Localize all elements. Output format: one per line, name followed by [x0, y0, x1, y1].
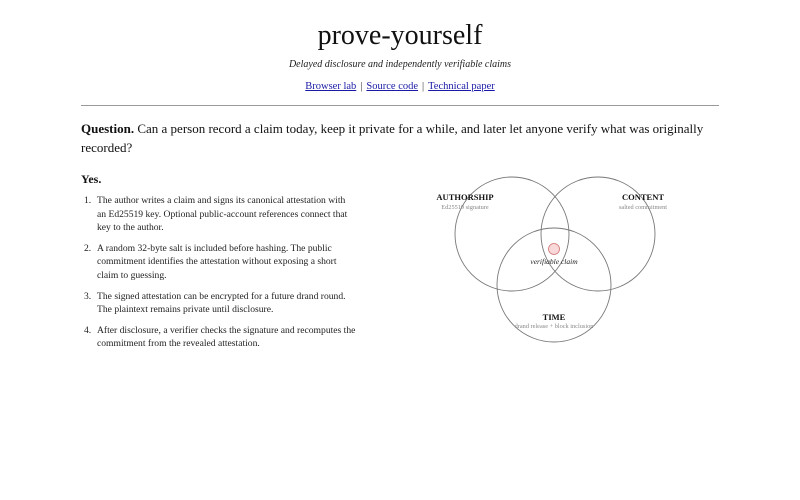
step-text: The author writes a claim and signs its canonical attestation with an Ed25519 key. Optional public-account references connect that key to the author.	[97, 195, 348, 234]
site-title: prove-yourself	[317, 20, 483, 51]
center-label: verifiable claim	[530, 257, 578, 266]
tagline: Delayed disclosure and independently verifiable claims	[288, 59, 512, 70]
question	[81, 119, 711, 157]
step-text: After disclosure, a verifier checks the signature and recomputes the commitment from the revealed attestation.	[97, 324, 356, 350]
technical-paper-link[interactable]: Technical paper	[428, 81, 495, 92]
question-label: Question.	[81, 121, 135, 136]
answer-heading: Yes.	[81, 172, 102, 186]
question-text: Can a person record a claim today, keep it private for a while, and later let anyone verify what was originally recorded?	[81, 121, 704, 155]
step-number: 4.	[84, 324, 92, 336]
list-item	[81, 290, 356, 317]
time-title: TIME	[542, 312, 566, 322]
authorship-title: AUTHORSHIP	[436, 192, 494, 202]
step-number: 3.	[84, 290, 92, 302]
list-item	[81, 242, 356, 283]
time-subtitle: drand release + block inclusion	[514, 323, 594, 330]
authorship-subtitle: Ed25519 signature	[441, 204, 489, 211]
source-code-link[interactable]: Source code	[366, 81, 419, 92]
content-subtitle: salted commitment	[618, 204, 668, 211]
nav-links	[0, 81, 800, 92]
nav-separator: |	[422, 81, 425, 92]
venn-diagram	[420, 170, 680, 350]
list-item	[81, 194, 356, 235]
browser-lab-link[interactable]: Browser lab	[305, 81, 357, 92]
step-number: 2.	[84, 242, 92, 254]
step-number: 1.	[84, 195, 92, 206]
steps-list	[81, 194, 356, 358]
header-divider	[81, 105, 719, 106]
list-item	[81, 324, 356, 351]
nav-separator: |	[360, 81, 363, 92]
step-text: The signed attestation can be encrypted for a future drand round. The plaintext remains private until disclosure.	[97, 290, 346, 316]
content-title: CONTENT	[621, 192, 665, 202]
step-text: A random 32-byte salt is included before hashing. The public commitment identifies the attestation without exposing a short claim to guessing.	[97, 242, 337, 281]
center-marker	[549, 244, 560, 255]
